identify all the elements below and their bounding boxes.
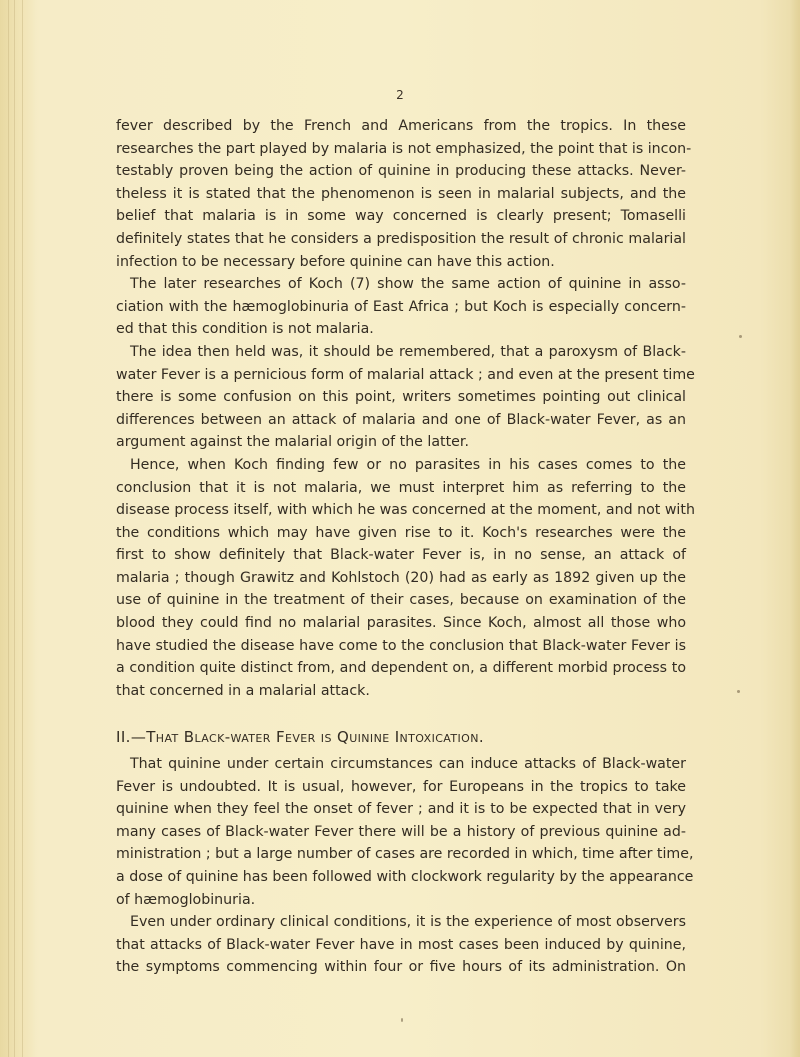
paper-speck [401, 1018, 403, 1022]
page-number: 2 [396, 88, 404, 102]
text-line: researches the part played by malaria is not emphasized, the point that is incon- [116, 140, 692, 157]
paper-speck [737, 690, 740, 693]
text-line: there is some confusion on this point, writers sometimes pointing out clinical [116, 389, 686, 406]
text-line: of hæmoglobinuria. [116, 891, 256, 908]
text-line: blood they could find no malarial parasites. Since Koch, almost all those who [116, 615, 686, 632]
paragraph [116, 115, 692, 273]
text-line: disease process itself, with which he was concerned at the moment, and not with [116, 502, 695, 519]
page-edge [790, 0, 800, 1057]
text-line: that attacks of Black-water Fever have in most cases been induced by quinine, [116, 936, 686, 953]
body-text [116, 115, 695, 979]
text-line: Even under ordinary clinical conditions, it is the experience of most observers [130, 914, 686, 931]
text-line: the conditions which may have given rise to it. Koch's researches were the [116, 524, 686, 541]
text-line: the symptoms commencing within four or five hours of its administration. On [116, 959, 686, 976]
text-line: quinine when they feel the onset of fever ; and it is to be expected that in very [116, 801, 686, 818]
text-line: The idea then held was, it should be remembered, that a paroxysm of Black- [130, 343, 686, 360]
text-line: fever described by the French and Americans from the tropics. In these [116, 118, 686, 134]
paragraph [116, 753, 694, 911]
text-line: definitely states that he considers a predisposition the result of chronic malarial [116, 230, 686, 247]
text-line: Fever is undoubted. It is usual, however, for Europeans in the tropics to take [116, 778, 686, 795]
text-line: conclusion that it is not malaria, we must interpret him as referring to the [116, 479, 686, 496]
text-line: differences between an attack of malaria and one of Black-water Fever, as an [116, 411, 686, 428]
text-line: ministration ; but a large number of cases are recorded in which, time after time, [116, 846, 694, 863]
text-line: malaria ; though Grawitz and Kohlstoch (20) had as early as 1892 given up the [116, 569, 686, 586]
gutter-line [22, 0, 23, 1057]
gutter-line [8, 0, 9, 1057]
paper-speck [739, 335, 742, 338]
text-line: theless it is stated that the phenomenon is seen in malarial subjects, and the [116, 185, 686, 202]
text-line: first to show definitely that Black-water Fever is, in no sense, an attack of [116, 547, 686, 564]
text-line: belief that malaria is in some way concerned is clearly present; Tomaselli [116, 208, 686, 225]
text-line: have studied the disease have come to the conclusion that Black-water Fever is [116, 637, 686, 654]
text-line: water Fever is a pernicious form of malarial attack ; and even at the present time [116, 366, 695, 383]
text-line: testably proven being the action of quinine in producing these attacks. Never- [116, 163, 686, 180]
text-line: a condition quite distinct from, and dependent on, a different morbid process to [116, 660, 686, 677]
text-line: infection to be necessary before quinine can have this action. [116, 253, 555, 270]
text-line: that concerned in a malarial attack. [116, 682, 370, 699]
paragraph [116, 273, 686, 341]
paragraph [116, 454, 695, 703]
text-line: ciation with the hæmoglobinuria of East Africa ; but Koch is especially concern- [116, 298, 686, 315]
text-line: a dose of quinine has been followed with clockwork regularity by the appearance [116, 869, 694, 885]
binding-gutter [0, 0, 36, 1057]
text-line: The later researches of Koch (7) show the same action of quinine in asso- [130, 276, 686, 293]
text-line: That quinine under certain circumstances can induce attacks of Black-water [130, 756, 686, 773]
text-line: ed that this condition is not malaria. [116, 321, 374, 338]
text-line: argument against the malarial origin of the latter. [116, 434, 469, 451]
paragraph [116, 911, 686, 979]
text-line: use of quinine in the treatment of their cases, because on examination of the [116, 592, 686, 609]
text-line: many cases of Black-water Fever there will be a history of previous quinine ad- [116, 823, 686, 840]
gutter-line [14, 0, 15, 1057]
section-heading: II.—That Black-water Fever is Quinine Intoxication. [116, 728, 484, 747]
text-line: Hence, when Koch finding few or no parasites in his cases comes to the [130, 456, 686, 473]
paragraph [116, 341, 695, 454]
